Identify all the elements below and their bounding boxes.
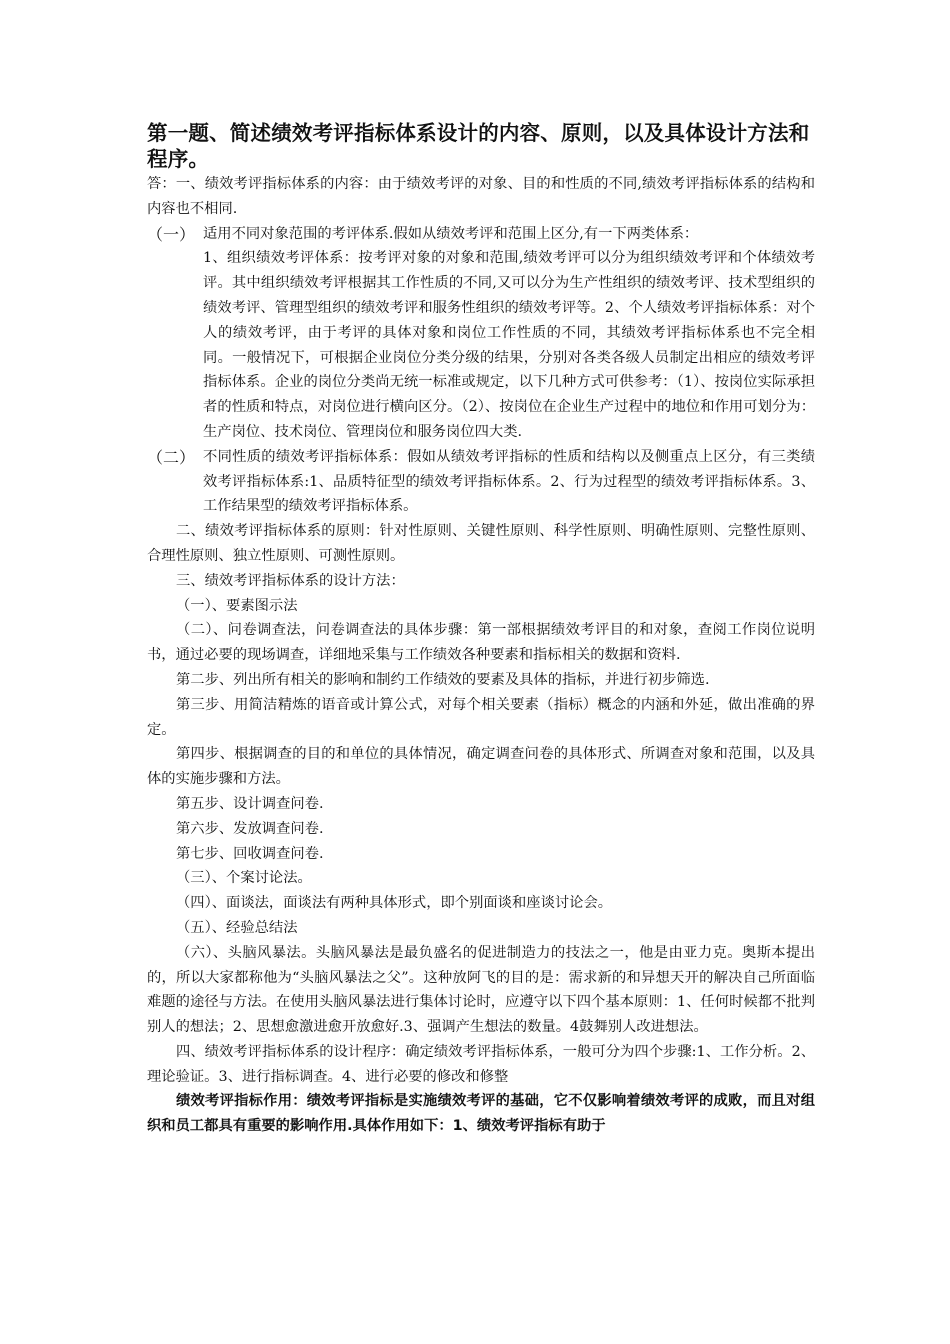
question-title: 第一题、简述绩效考评指标体系设计的内容、原则，以及具体设计方法和程序。 [147,121,810,171]
methods-heading: 三、绩效考评指标体系的设计方法： [176,572,405,589]
method-2: （二）、问卷调查法，问卷调查法的具体步骤：第一部根据绩效考评目的和对象，查阅工作岗位说明书，通过必要的现场调查，详细地采集与工作绩效各种要素和指标相关的数据和资料. [147,622,815,664]
step-6: 第六步、发放调查问卷. [176,820,324,837]
function-paragraph: 绩效考评指标作用：绩效考评指标是实施绩效考评的基础，它不仅影响着绩效考评的成败，而且对组织和员工都具有重要的影响作用.具体作用如下：1、绩效考评指标有助于 [147,1093,815,1135]
item-number: （二） [147,447,196,467]
step-5: 第五步、设计调查问卷. [176,795,324,812]
procedure-paragraph: 四、绩效考评指标体系的设计程序：确定绩效考评指标体系，一般可分为四个步骤:1、工作分析。2、理论验证。3、进行指标调查。4、进行必要的修改和修整 [147,1043,815,1085]
item-body: 1、组织绩效考评体系：按考评对象的对象和范围,绩效考评可以分为组织绩效考评和个体绩效考评。其中组织绩效考评根据其工作性质的不同,又可以分为生产性组织的绩效考评、技术型组织的绩效考评、管理型组织的绩效考评和服务性组织的绩效考评等。2、个人绩效考评指标体系：对个人的绩效考评，由于考评的具体对象和岗位工作性质的不同，其绩效考评指标体系也不完全相同。一般情况下，可根据企业岗位分类分级的结果，分别对各类各级人员制定出相应的绩效考评指标体系。企业的岗位分类尚无统一标准或规定，以下几种方式可供参考：（1）、按岗位实际承担者的性质和特点，对岗位进行横向区分。（2）、按岗位在企业生产过程中的地位和作用可划分为：生产岗位、技术岗位、管理岗位和服务岗位四大类. [203,250,815,440]
step-3: 第三步、用简洁精炼的语音或计算公式，对每个相关要素（指标）概念的内涵和外延，做出准确的界定。 [147,696,815,738]
method-6: （六）、头脑风暴法。头脑风暴法是最负盛名的促进制造力的技法之一，他是由亚力克。奥斯本提出的，所以大家都称他为“头脑风暴法之父”。这种放阿飞的目的是：需求新的和异想天开的解决自己所面临难题的途径与方法。在使用头脑风暴法进行集体讨论时，应遵守以下四个基本原则：1、任何时候都不批判别人的想法；2、思想愈激进愈开放愈好.3、强调产生想法的数量。4鼓舞别人改进想法。 [147,944,815,1036]
principles-paragraph: 二、绩效考评指标体系的原则：针对性原则、关键性原则、科学性原则、明确性原则、完整性原则、合理性原则、独立性原则、可测性原则。 [147,523,815,564]
step-7: 第七步、回收调查问卷. [176,845,324,862]
method-1: （一）、要素图示法 [176,597,298,614]
step-4: 第四步、根据调查的目的和单位的具体情况，确定调查问卷的具体形式、所调查对象和范围，以及具体的实施步骤和方法。 [147,746,815,788]
method-5: （五）、经验总结法 [176,919,298,936]
content-item-1 [147,222,815,445]
document-page [147,120,815,1139]
method-4: （四）、面谈法，面谈法有两种具体形式，即个别面谈和座谈讨论会。 [176,895,613,912]
method-3: （三）、个案讨论法。 [176,870,312,887]
step-2: 第二步、列出所有相关的影响和制约工作绩效的要素及具体的指标，并进行初步筛选. [176,671,710,688]
item-lead: 适用不同对象范围的考评体系.假如从绩效考评和范围上区分,有一下两类体系： [203,225,699,242]
answer-intro: 答：一、绩效考评指标体系的内容：由于绩效考评的对象、目的和性质的不同,绩效考评指标体系的结构和内容也不相同. [147,176,815,217]
content-item-2 [147,445,815,519]
item-lead: 不同性质的绩效考评指标体系：假如从绩效考评指标的性质和结构以及侧重点上区分，有三类绩效考评指标体系:1、品质特征型的绩效考评指标体系。2、行为过程型的绩效考评指标体系。3、工作结果型的绩效考评指标体系。 [203,448,815,515]
item-number: （一） [147,224,196,244]
